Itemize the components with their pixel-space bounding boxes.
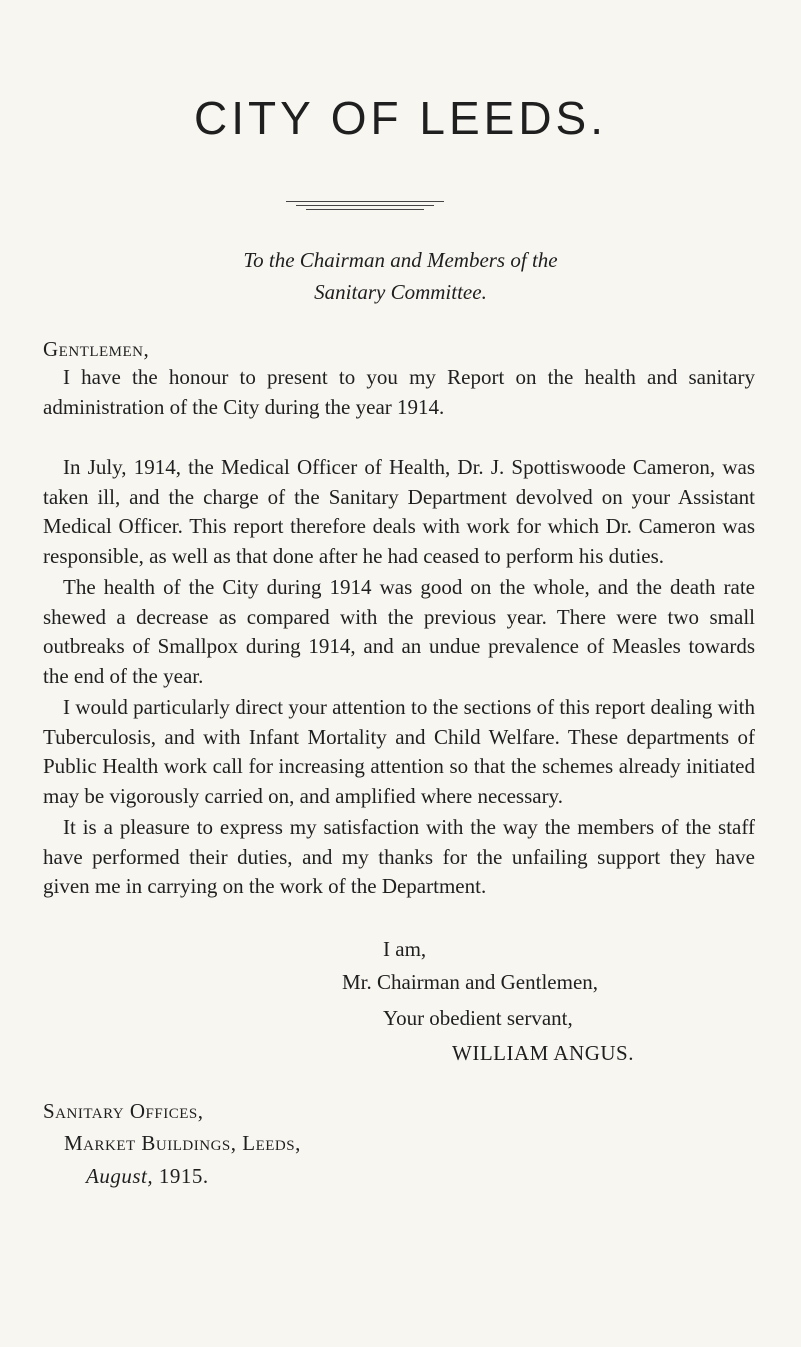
- letter-date-year: 1915.: [158, 1164, 209, 1188]
- title-divider-line: [296, 205, 434, 206]
- addressee-line-2: Sanitary Committee.: [314, 280, 487, 304]
- letter-date-month: August,: [86, 1164, 154, 1188]
- title-divider-line: [286, 201, 444, 202]
- body-paragraph: I would particularly direct your attention to the sections of this report dealing with Tuberculosis, and with Infant Mortality and Child Welfare. These departments of Public Health work call for increasing attention so that the schemes already initiated may be vigorously carried on, and amplified where necessary.: [43, 695, 755, 808]
- addressee-line-1: To the Chairman and Members of the: [243, 248, 558, 272]
- sender-address-line: Market Buildings, Leeds,: [64, 1131, 301, 1155]
- closing-line: I am,: [383, 937, 427, 961]
- letter-date: [86, 1166, 209, 1187]
- signature-name: WILLIAM ANGUS.: [452, 1041, 634, 1065]
- closing-line: Mr. Chairman and Gentlemen,: [342, 970, 599, 994]
- body-paragraph: It is a pleasure to express my satisfaction with the way the members of the staff have performed their duties, and my thanks for the unfailing support they have given me in carrying on the work of the Department.: [43, 815, 755, 898]
- body-paragraph: The health of the City during 1914 was good on the whole, and the death rate shewed a decrease as compared with the previous year. There were two small outbreaks of Smallpox during 1914, and an undue prevalence of Measles towards the end of the year.: [43, 575, 755, 688]
- title-divider-line: [306, 209, 424, 210]
- body-paragraph: In July, 1914, the Medical Officer of Health, Dr. J. Spottiswoode Cameron, was taken ill, and the charge of the Sanitary Department devolved on your Assistant Medical Officer. This report therefore deals with work for which Dr. Cameron was responsible, as well as that done after he had ceased to perform his duties.: [43, 455, 755, 568]
- salutation: Gentlemen,: [43, 337, 150, 361]
- page-title: CITY OF LEEDS.: [193, 92, 608, 144]
- body-paragraph: I have the honour to present to you my Report on the health and sanitary administration of the City during the year 1914.: [43, 365, 755, 419]
- sender-address-line: Sanitary Offices,: [43, 1099, 204, 1123]
- closing-line: Your obedient servant,: [383, 1006, 573, 1030]
